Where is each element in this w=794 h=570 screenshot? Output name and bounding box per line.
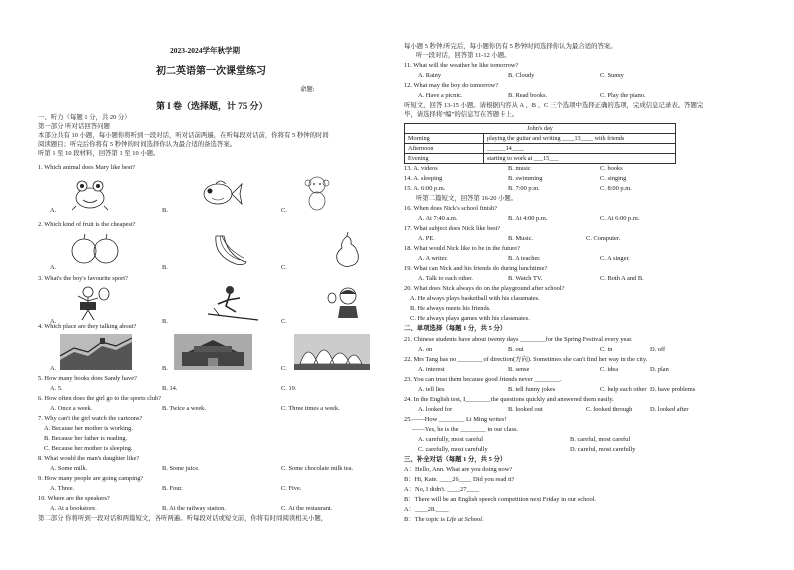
section-listening: 一、听力（每题 1 分，共 20 分） [38,114,131,121]
q5-option-c[interactable]: C. 19. [281,385,297,392]
q1-option-b[interactable]: B. [162,207,168,214]
dialog-line-6 [404,516,484,524]
q10-option-a[interactable]: A. At a bookstore. [50,505,97,512]
q22-option-b[interactable]: B. sense [508,366,530,373]
q22-option-d[interactable]: D. plan [650,366,669,373]
table-row [405,134,676,144]
q25-option-b[interactable]: B. careful, most careful [570,436,631,443]
q2-option-c[interactable]: C. [281,264,287,271]
goldfish-image [198,176,244,210]
q14-option-b[interactable]: B. swimming [508,175,543,182]
paper-heading: 第 I 卷（选择题，计 75 分） [156,101,268,111]
listening-part2-instr: 第二部分 你将听到一段对话和两篇短文，各听两遍。听每段对话或短文前，你将有时间阅读相关小题， [38,515,328,522]
listening-instr-3: 听第 1 至 10 段材料，回答第 1 至 10 小题。 [38,150,160,157]
q23-option-c[interactable]: C. help each other [600,386,647,393]
table-row [405,144,676,154]
q21-option-c[interactable]: C. in [600,346,613,353]
q20-option-b[interactable]: B. He always meets his friends. [410,305,491,312]
question-18: 18. What would Nick like to be in the future? [404,245,520,252]
q3-option-b[interactable]: B. [162,318,168,325]
question-14: 14. A. sleeping [404,175,443,182]
table-row [405,154,676,164]
exam-year: 2023-2024学年秋学期 [170,46,240,55]
q18-option-b[interactable]: B. A teacher. [508,255,541,262]
q20-option-c[interactable]: C. He always plays games with his classmates. [410,315,530,322]
q10-option-b[interactable]: B. At the railway station. [162,505,226,512]
dialog-topic: Life at School. [446,516,484,523]
q21-option-b[interactable]: B. out [508,346,524,353]
dialog-line-1: A：Hello, Ann. What are you doing now? [404,466,513,473]
question-7: 7. Why can't the girl watch the cartoons? [38,415,143,422]
question-10: 10. Where are the speakers? [38,495,110,502]
setter-label: 命题: [300,86,315,93]
listening-instr-1: 本部分共有 10 小题，每小题你将听到一段对话，听对话前两遍，在听每段对话前，你将有 5 秒钟的时间 [38,132,329,139]
frog-image [68,176,112,212]
dialog-instr-11-12: 听一段对话，回答第 11-12 小题。 [416,52,511,59]
passage2-instr: 听第二篇短文，回答第 16-20 小题。 [416,195,518,202]
listening-instr-2: 阅读题目；听完后你将有 5 秒钟的时间选择你认为最合适的备选答案。 [38,141,237,148]
q7-option-a[interactable]: A. Because her mother is working. [44,425,133,432]
question-21: 21. Chinese students have about twenty days ________for the Spring Festival every year. [404,336,633,343]
tennis-image [68,284,112,324]
q23-option-d[interactable]: D. have problems [650,386,696,393]
table-cell-period: Evening [405,154,484,164]
q18-option-c[interactable]: C. A singer. [600,255,630,262]
q16-option-a[interactable]: A. At 7:40 a.m. [418,215,458,222]
passage-instr-1: 听短文，回答 13-15 小题。请根据内容从 A 、B 、C 三个选项中选择正确的选项，完成信息记录表。答题完 [404,102,704,109]
opera-house-image [294,334,370,370]
table-cell-activity: starting to work at ___15___ [484,154,676,164]
q17-option-b[interactable]: B. Music. [508,235,534,242]
q3-option-c[interactable]: C. [281,318,287,325]
question-15: 15. A. 6:00 p.m. [404,185,446,192]
q6-option-c[interactable]: C. Three times a week. [281,405,340,412]
q21-option-d[interactable]: D. off [650,346,666,353]
question-9: 9. How many people are going camping? [38,475,144,482]
dialog-line-2: B：Hi, Kate. ____26____ Did you read it? [404,476,515,483]
question-6: 6. How often does the girl go to the sports club? [38,395,161,402]
q6-option-a[interactable]: A. Once a week. [50,405,93,412]
q19-option-c[interactable]: C. Both A and B. [600,275,644,282]
question-4: 4. Which place are they talking about? [38,323,137,330]
question-17: 17. What subject does Nick like best? [404,225,501,232]
question-2: 2. Which kind of fruit is the cheapest? [38,221,136,228]
question-20: 20. What does Nick always do on the playground after school? [404,285,565,292]
question-25-response: ——Yes, he is the ________ in our class. [412,426,519,433]
q17-option-a[interactable]: A. PE. [418,235,435,242]
q25-option-d[interactable]: D. careful, most carefully [570,446,636,453]
q13-option-c[interactable]: C. books [600,165,623,172]
table-cell-period: Afternoon [405,144,484,154]
q16-option-c[interactable]: C. At 6:00 p.m. [600,215,640,222]
q9-option-b[interactable]: B. Four. [162,485,183,492]
q11-option-b[interactable]: B. Cloudy [508,72,535,79]
q2-option-a[interactable]: A. [50,264,57,271]
q23-option-a[interactable]: A. tell lies [418,386,445,393]
q2-option-b[interactable]: B. [162,264,168,271]
tiananmen-image [174,334,252,370]
q20-option-a[interactable]: A. He always plays basketball with his classmates. [410,295,540,302]
q7-option-c[interactable]: C. Because her mother is sleeping. [44,445,133,452]
q5-option-a[interactable]: A. 5. [50,385,63,392]
q13-option-b[interactable]: B. music [508,165,531,172]
q4-option-c[interactable]: C. [281,365,287,372]
listening-part1-title: 第一部分 听对话回答问题 [38,123,110,130]
pears-image [330,232,364,270]
great-wall-image [60,334,132,370]
question-12: 12. What may the boy do tomorrow? [404,82,499,89]
part2-instr-continued: 每小题 5 秒钟;听完后，每小题你仍有 5 秒钟时间选择你认为最合适的答案。 [404,43,617,50]
table-cell-activity: playing the guitar and writing ____13____ with friends [484,134,676,144]
q24-option-a[interactable]: A. looked for [418,406,453,413]
question-19: 19. What can Nick and his friends do during lunchtime? [404,265,548,272]
q22-option-c[interactable]: C. idea [600,366,619,373]
dialog-line-4: B：There will be an English speech competition next Friday in our school. [404,496,597,503]
skiing-image [206,284,260,322]
q24-option-b[interactable]: B. looked out [508,406,543,413]
q8-option-a[interactable]: A. Some milk. [50,465,88,472]
dialog-line-3: A：No, I didn't. ____27____ [404,486,480,493]
q23-option-b[interactable]: B. tell funny jokes [508,386,556,393]
question-25: 25.——How ________ Li Ming writes! [404,416,507,423]
section-single-choice: 二、单项选择（每题 1 分，共 5 分） [404,325,507,332]
q19-option-a[interactable]: A. Talk to each other. [418,275,473,282]
q15-option-c[interactable]: C. 8:00 p.m. [600,185,632,192]
bananas-image [210,232,250,268]
question-3: 3. What's the boy's favourite sport? [38,275,128,282]
question-13: 13. A. videos [404,165,438,172]
q15-option-b[interactable]: B. 7:00 p.m. [508,185,540,192]
q12-option-a[interactable]: A. Have a picnic. [418,92,463,99]
passage-instr-2: 毕，请选择将“编”的信息写在答题卡上。 [404,111,519,118]
question-1: 1. Which animal does Mary like best? [38,164,135,171]
q24-option-d[interactable]: D. looked after [650,406,689,413]
q3-option-a[interactable]: A. [50,318,57,325]
exam-title: 初二英语第一次课堂练习 [156,66,266,77]
q25-option-c[interactable]: C. carefully, most carefully [418,446,488,453]
q1-option-c[interactable]: C. [281,207,287,214]
table-cell-activity: ______14____ [484,144,676,154]
q9-option-a[interactable]: A. Three. [50,485,75,492]
q14-option-c[interactable]: C. singing [600,175,627,182]
q18-option-a[interactable]: A. A writer. [418,255,448,262]
q21-option-a[interactable]: A. on [418,346,433,353]
q12-option-c[interactable]: C. Play the piano. [600,92,646,99]
q17-option-c[interactable]: C. Computer. [586,235,621,242]
table-title: John's day [405,124,676,134]
q1-option-a[interactable]: A. [50,207,57,214]
q8-option-b[interactable]: B. Some juice. [162,465,200,472]
q6-option-b[interactable]: B. Twice a week. [162,405,206,412]
dialog-line-5: A：____28.____ [404,506,449,513]
q19-option-b[interactable]: B. Watch TV. [508,275,543,282]
q5-option-b[interactable]: B. 14. [162,385,178,392]
q9-option-c[interactable]: C. Five. [281,485,302,492]
table-cell-period: Morning [405,134,484,144]
q11-option-a[interactable]: A. Rainy [418,72,442,79]
question-8: 8. What would the man's daughter like? [38,455,140,462]
q16-option-b[interactable]: B. At 4:00 p.m. [508,215,548,222]
q4-option-a[interactable]: A. [50,365,57,372]
question-16: 16. When does Nick's school finish? [404,205,497,212]
q22-option-a[interactable]: A. interest [418,366,445,373]
apples-image [68,232,122,266]
q7-option-b[interactable]: B. Because her father is reading. [44,435,128,442]
q8-option-c[interactable]: C. Some chocolate milk tea. [281,465,354,472]
q4-option-b[interactable]: B. [162,365,168,372]
q12-option-b[interactable]: B. Read books. [508,92,548,99]
q25-option-a[interactable]: A. carefully, most careful [418,436,484,443]
johns-day-table [404,123,676,164]
table-tennis-image [326,284,370,324]
q11-option-c[interactable]: C. Sunny [600,72,624,79]
question-24: 24. In the English test, I________the questions quickly and answered them easily. [404,396,614,403]
dialog-line-6-text: B：The topic is [404,516,447,523]
question-23: 23. You can trust them because good friends never ________. [404,376,562,383]
monkey-image [300,174,334,212]
question-11: 11. What will the weather be like tomorrow? [404,62,519,69]
section-dialogue: 三、补全对话（每题 1 分，共 5 分） [404,456,507,463]
q24-option-c[interactable]: C. looked through [586,406,633,413]
q10-option-c[interactable]: C. At the restaurant. [281,505,333,512]
question-22: 22. Mrs Tang has no ________of direction(方向). Sometimes she can't find her way in the city. [404,356,648,363]
question-5: 5. How many books does Sandy have? [38,375,137,382]
